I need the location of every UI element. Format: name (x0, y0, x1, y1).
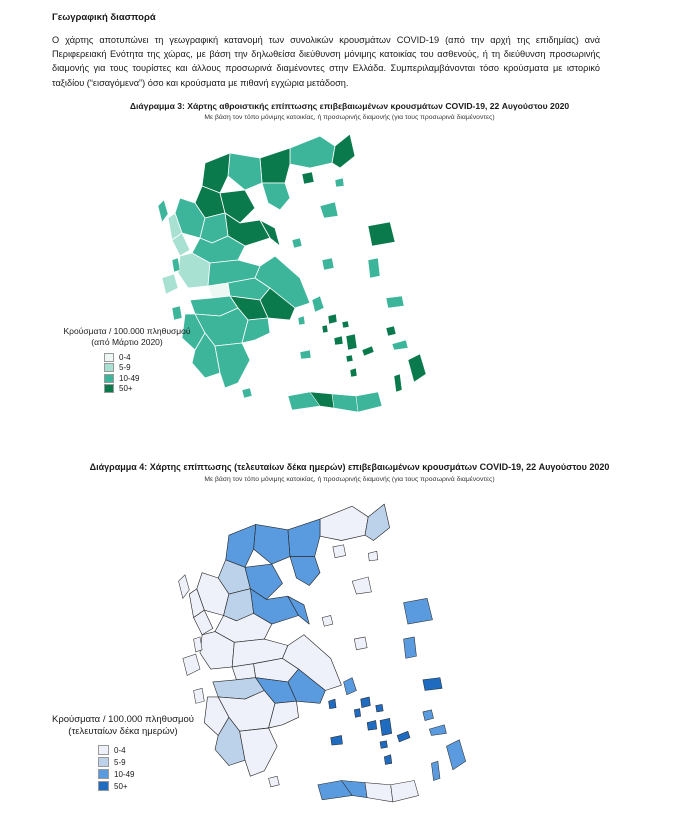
map1-region-fokida (208, 283, 230, 298)
map2-island-naxos (380, 718, 392, 735)
map2-legend-swatch (98, 745, 109, 755)
map1-legend-label: 10-49 (119, 373, 140, 383)
map2-region-lakonia (240, 728, 278, 776)
map1-island-thasos (302, 172, 314, 184)
map1-island-paros (334, 336, 343, 345)
map2-island-samos (423, 678, 442, 691)
map1-island-corfu (158, 200, 168, 222)
map1-region-evros (332, 134, 355, 168)
map1-island-rhodes (408, 354, 426, 382)
map1-region-thrace (290, 136, 335, 168)
map2-island-corfu (179, 575, 190, 599)
map2-legend-swatch (98, 769, 109, 779)
map2-island-syros (354, 709, 360, 718)
map1-legend-label: 5-9 (119, 363, 131, 373)
map2-legend-item (98, 756, 208, 768)
map2-region-lasithi (391, 781, 419, 802)
map2-island-santorini (384, 755, 392, 765)
map2-island-karpathos (431, 761, 440, 780)
map2-island-kos (429, 725, 446, 736)
map1-island-chios (368, 258, 380, 278)
map1-island-santorini (350, 368, 357, 377)
map2-subtitle: Με βάση τον τόπο μόνιμης κατοικίας, ή προσωρινής διαμονής (για τους προσωρινά διαμένοντες) (204, 476, 495, 483)
map2-island-rhodes (446, 740, 465, 770)
map1-legend-swatch (104, 374, 114, 383)
map1-legend-label: 50+ (119, 384, 133, 394)
map1-island-ios (346, 355, 353, 362)
map2-island-milos (331, 736, 343, 746)
map1-legend-title-line1: Κρούσματα / 100.000 πληθυσμού (63, 326, 191, 336)
map1-legend-item (104, 373, 202, 384)
map1-island-andros (312, 296, 324, 312)
map2-legend-item (98, 780, 208, 792)
map1-island-mykonos (342, 321, 349, 328)
map1-subtitle: Με βάση τον τόπο μόνιμης κατοικίας, ή προσωρινής διαμονής (για τους προσωρινά διαμένοντες) (204, 114, 495, 121)
map1-island-samothraki (335, 178, 344, 187)
map1-island-tinos (328, 314, 337, 324)
map1-island-skyros (322, 258, 334, 270)
map2-legend-label: 10-49 (114, 769, 135, 779)
map1-region-macedonia-east (260, 148, 290, 183)
map1-island-karpathos (394, 374, 402, 392)
map2-legend-item (98, 744, 208, 756)
map2-island-tinos (361, 697, 371, 708)
map1-region-chalkidiki (262, 183, 290, 210)
map1-region-heraklion (332, 394, 358, 412)
map2-region-fokida (232, 664, 256, 680)
map2-island-kefalonia (183, 654, 200, 675)
map1-island-kos (392, 340, 408, 350)
map2-island-ios (380, 741, 388, 749)
map1-island-sporades (292, 238, 302, 248)
map1-island-kea (298, 316, 305, 325)
map1-legend-label: 0-4 (119, 352, 131, 362)
map2-legend-label: 5-9 (114, 757, 126, 767)
map1-island-kalymnos (386, 326, 396, 336)
map1-legend-swatch (104, 363, 114, 372)
map2-region-macedonia-central (254, 524, 290, 564)
map1-region-lakonia (215, 343, 250, 388)
map2-island-kythira (269, 776, 280, 787)
map1-legend-swatch (104, 353, 114, 362)
map1-island-kythira (242, 388, 252, 398)
map1-island-kefalonia (162, 274, 178, 294)
map2-island-zakynthos (194, 688, 205, 703)
map2-island-kea (329, 699, 337, 709)
map1-island-naxos (346, 334, 357, 350)
intro-paragraph: Ο χάρτης αποτυπώνει τη γεωγραφική κατανομή των συνολικών κρουσμάτων COVID-19 (από την αρχή της επιδημίας) ανά Περιφερειακή Ενότητα της χώρας, με βάση την δηλωθείσα διεύθυνση μόνιμης κατοικίας του ασθενούς, ή τη διεύθυνση προσωρινής διαμονής για τους τουρίστες και άλλους προσωρινά διαμένοντες στην Ελλάδα. Συμπεριλαμβάνονται τόσο κρούσματα με ιστορικό ταξιδίου (“εισαγόμενα”) όσο και κρούσματα με πιθανή εγχώρια μετάδοση. (52, 35, 600, 88)
map2-legend-title-line2: (τελευταίων δέκα ημερών) (68, 726, 178, 737)
map2-region-thrace (320, 506, 368, 540)
map1-region-macedonia-central (228, 153, 262, 190)
map1-title: Διάγραμμα 3: Χάρτης αθροιστικής επίπτωσης επιβεβαιωμένων κρουσμάτων COVID-19, 22 Αυγούστου 2020 (129, 101, 570, 111)
map1-island-lefkada (172, 258, 180, 272)
map1-legend-item (104, 363, 202, 374)
map2-legend-swatch (98, 757, 109, 767)
map1-island-samos (386, 296, 404, 308)
map2-greece-choropleth (170, 492, 470, 814)
map2-island-chios (404, 637, 417, 658)
map1-legend-title-line2: (από Μάρτιο 2020) (91, 337, 163, 347)
map2-island-sporades (322, 616, 333, 627)
map2-island-andros (344, 678, 357, 695)
map2-island-samothraki (368, 551, 378, 561)
map2-island-lefkada (194, 637, 203, 652)
map2-region-evros (365, 504, 390, 540)
map1-region-lasithi (356, 392, 382, 412)
map2-legend-item (98, 768, 208, 780)
map1-legend-item (104, 352, 202, 363)
map1-legend (52, 326, 202, 394)
map2-island-skyros (354, 637, 367, 650)
map2-title: Διάγραμμα 4: Χάρτης επίπτωσης (τελευταίων δέκα ημερών) επιβεβαιωμένων κρουσμάτων COVID-19, 22 Αυγούστου 2020 (89, 462, 610, 472)
map2-island-limnos (352, 577, 371, 594)
map2-region-macedonia-east (288, 519, 320, 557)
map2-island-lesvos (404, 598, 433, 624)
map1-region-macedonia-west (202, 153, 230, 193)
map2-legend-label: 0-4 (114, 745, 126, 755)
map2-legend-swatch (98, 781, 109, 791)
map2-region-chalkidiki (290, 557, 320, 586)
map2-island-paros (367, 721, 377, 731)
map1-island-amorgos (362, 346, 374, 356)
map2-island-thasos (333, 545, 346, 558)
map2-legend-title-line1: Κρούσματα / 100.000 πληθυσμού (52, 714, 194, 725)
map2-legend (38, 714, 208, 792)
map2-region-macedonia-west (226, 524, 256, 567)
map1-island-milos (300, 350, 311, 359)
map2-legend-label: 50+ (114, 781, 128, 791)
map2-island-amorgos (397, 731, 410, 742)
map1-legend-swatch (104, 384, 114, 393)
map2-island-kalymnos (423, 710, 434, 721)
map1-island-syros (322, 325, 328, 333)
map1-island-zakynthos (172, 306, 182, 320)
map2-island-mykonos (376, 704, 384, 712)
map1-island-lesvos (368, 222, 395, 246)
map1-legend-item (104, 384, 202, 395)
map2-region-heraklion (365, 783, 393, 802)
section-heading: Γεωγραφική διασπορά (52, 12, 156, 23)
map1-island-limnos (320, 202, 338, 218)
